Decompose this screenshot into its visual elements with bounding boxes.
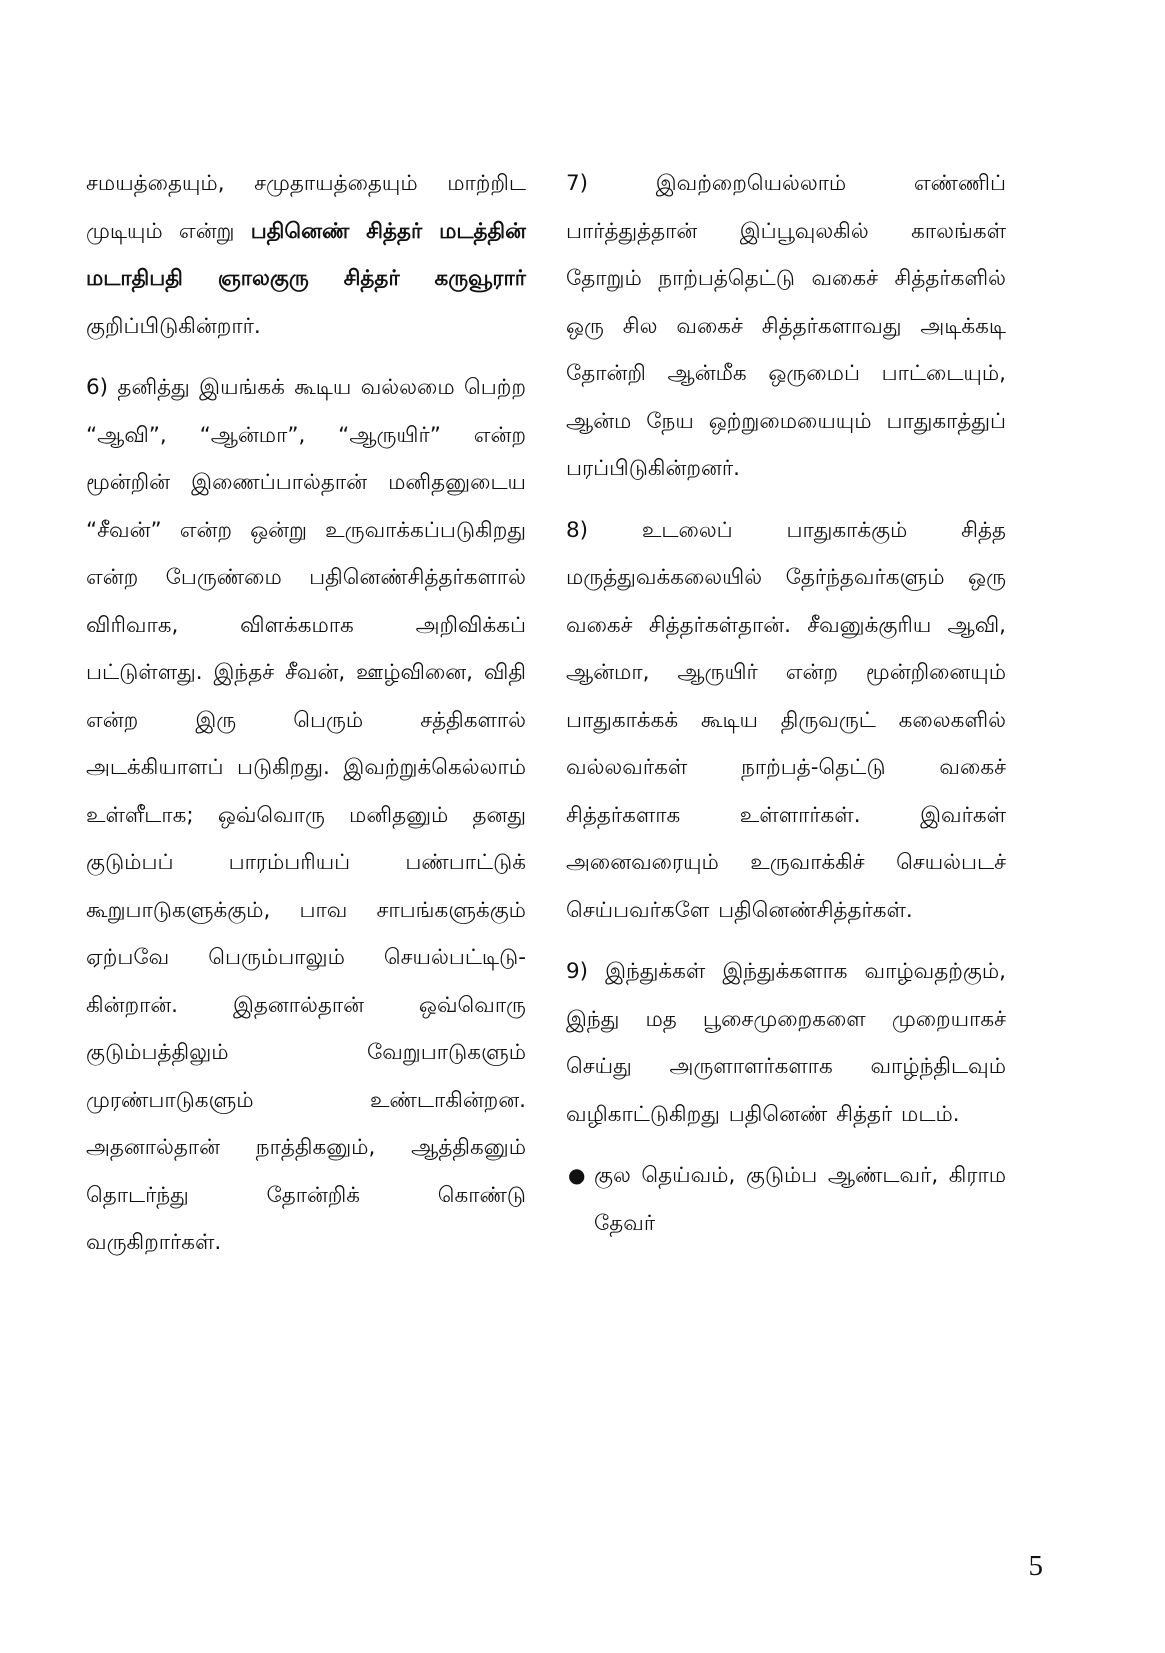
paragraph-text-end: குறிப்பிடுகின்றார்.	[86, 313, 261, 339]
paragraph-8: 8) உடலைப் பாதுகாக்கும் சித்த மருத்துவக்கலையில் தேர்ந்தவர்களும் ஒரு வகைச் சித்தர்கள்தான். சீவனுக்குரிய ஆவி, ஆன்மா, ஆருயிர் என்ற மூன்றினையும் பாதுகாக்கக் கூடிய திருவருட் கலைகளில் வல்லவர்கள் நாற்பத்-தெட்டு வகைச் சித்தர்களாக உள்ளார்கள். இவர்கள் அனைவரையும் உருவாக்கிச் செயல்படச் செய்பவர்களே பதினெண்சித்தர்கள்.	[566, 517, 1006, 923]
right-column	[566, 160, 1006, 1261]
paragraph-continued	[86, 160, 526, 350]
paragraph-6: 6) தனித்து இயங்கக் கூடிய வல்லமை பெற்ற “ஆவி”, “ஆன்மா”, “ஆருயிர்” என்ற மூன்றின் இணைப்பால்தான் மனிதனுடைய “சீவன்” என்ற ஒன்று உருவாக்கப்படுகிறது என்ற பேருண்மை பதினெண்சித்தர்களால் விரிவாக, விளக்கமாக அறிவிக்கப் பட்டுள்ளது. இந்தச் சீவன், ஊழ்வினை, விதி என்ற இரு பெரும் சத்திகளால் அடக்கியாளப் படுகிறது. இவற்றுக்கெல்லாம் உள்ளீடாக; ஒவ்வொரு மனிதனும் தனது குடும்பப் பாரம்பரியப் பண்பாட்டுக் கூறுபாடுகளுக்கும், பாவ சாபங்களுக்கும் ஏற்பவே பெரும்பாலும் செயல்பட்டிடு-கின்றான். இதனால்தான் ஒவ்வொரு குடும்பத்திலும் வேறுபாடுகளும் முரண்பாடுகளும் உண்டாகின்றன. அதனால்தான் நாத்திகனும், ஆத்திகனும் தொடர்ந்து தோன்றிக் கொண்டு வருகிறார்கள்.	[86, 375, 526, 1255]
page-number: 5	[1028, 1550, 1043, 1582]
bullet-text: குல தெய்வம், குடும்ப ஆண்டவர், கிராம தேவர்	[594, 1163, 1006, 1236]
paragraph-text-start: சமயத்தையும், சமுதாயத்தையும் மாற்றிட முடியும் என்று	[86, 171, 526, 244]
left-column	[86, 160, 526, 1281]
bullet-icon: ●	[568, 1163, 586, 1187]
bold-text: பதினெண் சித்தர் மடத்தின் மடாதிபதி ஞாலகுரு சித்தர் கருவூரார்	[86, 218, 526, 291]
paragraph-9: 9) இந்துக்கள் இந்துக்களாக வாழ்வதற்கும், இந்து மத பூசைமுறைகளை முறையாகச் செய்து அருளாளர்களாக வாழ்ந்திடவும் வழிகாட்டுகிறது பதினெண் சித்தர் மடம்.	[566, 959, 1006, 1127]
paragraph-7: 7) இவற்றையெல்லாம் எண்ணிப் பார்த்துத்தான் இப்பூவுலகில் காலங்கள் தோறும் நாற்பத்தெட்டு வகைச் சித்தர்களில் ஒரு சில வகைச் சித்தர்களாவது அடிக்கடி தோன்றி ஆன்மீக ஒருமைப் பாட்டையும், ஆன்ம நேய ஒற்றுமையையும் பாதுகாத்துப் பரப்பிடுகின்றனர்.	[566, 171, 1006, 481]
bullet-item	[566, 1152, 1006, 1247]
